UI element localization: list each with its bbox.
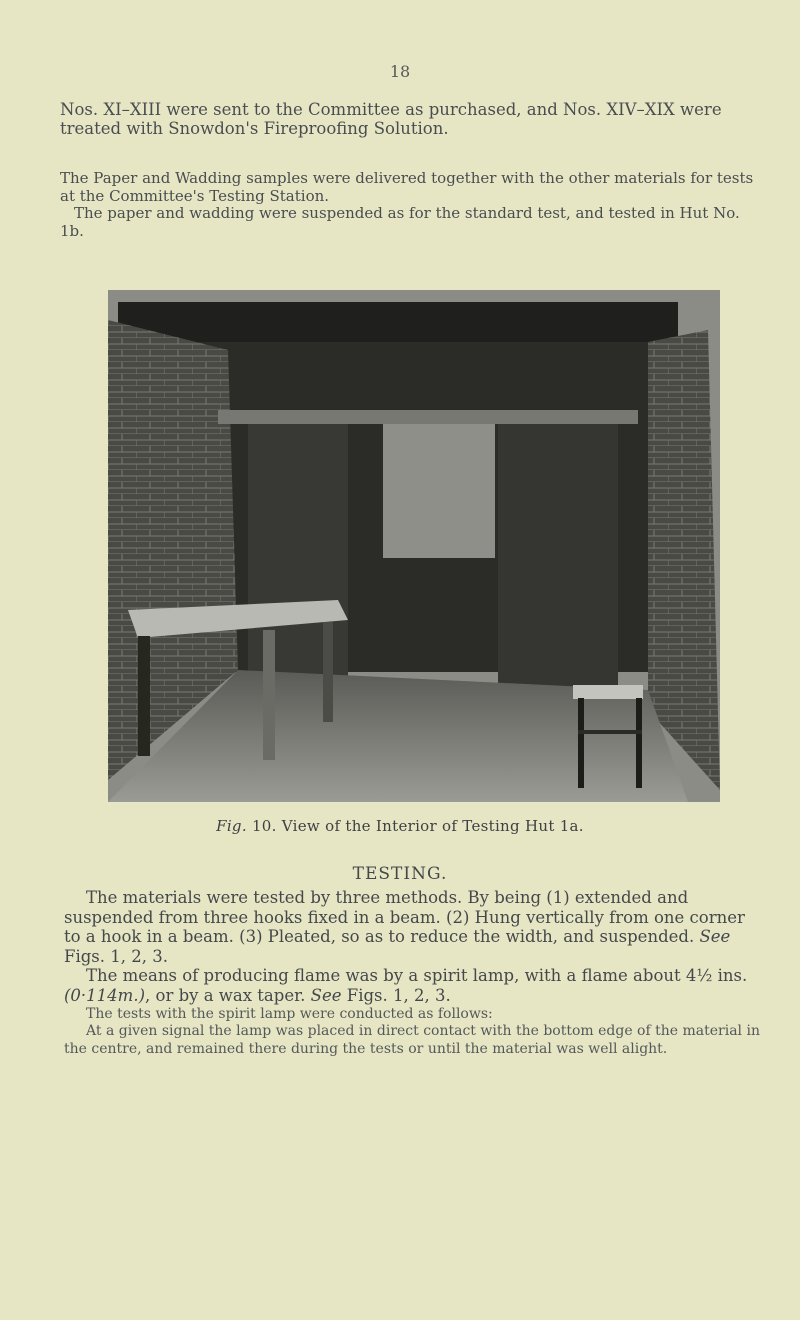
spirit-lamp-paragraph: The tests with the spirit lamp were conducted as follows: <box>86 1005 493 1022</box>
flame-text-b: , or by a wax taper. <box>145 985 306 1005</box>
page-number: 18 <box>389 62 411 81</box>
figs-reference-2: Figs. 1, 2, 3. <box>346 985 451 1005</box>
intro-paragraph-2-line-2: The paper and wadding were suspended as for the standard test, and tested in Hut No. 1b. <box>60 204 740 240</box>
intro-paragraph-2 <box>60 170 760 240</box>
testing-hut-photograph <box>108 290 720 802</box>
figure-caption <box>0 817 800 835</box>
testing-methods-text: The materials were tested by three methods. By being (1) extended and suspended from three hooks fixed in a beam. (2) Hung vertically from one corner to a hook in a beam. (3) Pleated, so as to reduce the width, and suspended. <box>64 888 745 947</box>
figure-caption-text: 10. View of the Interior of Testing Hut 1a. <box>251 817 584 835</box>
section-body <box>64 888 764 1058</box>
intro-paragraph-1: Nos. XI–XIII were sent to the Committee as purchased, and Nos. XIV–XIX were treated with Snowdon's Fireproofing Solution. <box>60 100 722 138</box>
hut-interior-image <box>108 290 720 802</box>
testing-methods-paragraph <box>64 888 764 966</box>
figs-reference-1: Figs. 1, 2, 3. <box>64 946 168 966</box>
see-reference-2: See <box>310 985 342 1005</box>
section-heading: TESTING. <box>352 864 448 884</box>
flame-metric: (0·114m.) <box>64 985 146 1005</box>
figure-caption-prefix: Fig. <box>216 817 247 835</box>
intro-paragraph-2-line-1: The Paper and Wadding samples were delivered together with the other materials for tests at the Committee's Testing Station. <box>60 169 754 205</box>
signal-paragraph: At a given signal the lamp was placed in direct contact with the bottom edge of the material in the centre, and remained there during the tests or until the material was well alight. <box>64 1023 760 1057</box>
flame-paragraph <box>64 966 764 1005</box>
see-reference-1: See <box>699 927 731 947</box>
flame-text-a: The means of producing flame was by a spirit lamp, with a flame about 4½ ins. <box>86 966 748 986</box>
